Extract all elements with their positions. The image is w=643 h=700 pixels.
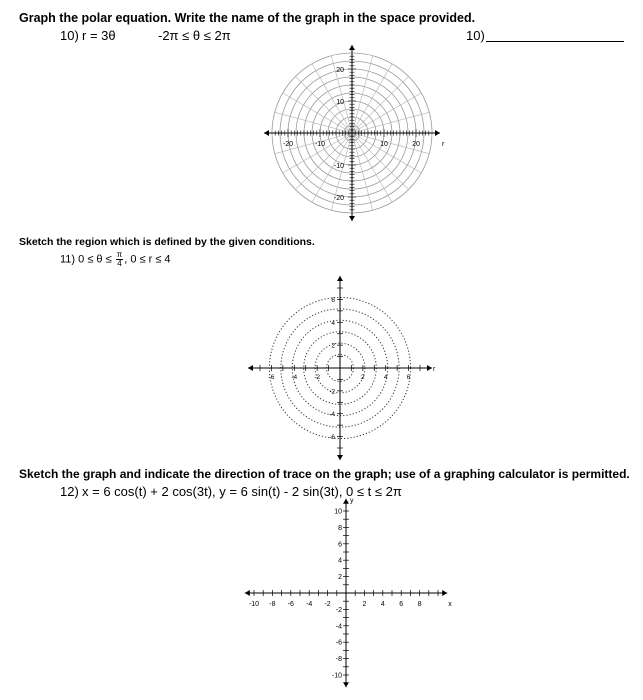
y-tick-label: 2 bbox=[338, 574, 342, 582]
x-tick-label: 2 bbox=[361, 374, 365, 381]
y-axis-label: y bbox=[350, 497, 354, 505]
x-tick-label: -2 bbox=[314, 374, 321, 381]
y-tick-label: -4 bbox=[329, 411, 335, 419]
q11-frac-num: π bbox=[116, 250, 123, 259]
y-tick-label: -6 bbox=[329, 434, 335, 442]
axis-variable-label: r bbox=[442, 141, 445, 148]
y-tick-label: 20 bbox=[336, 67, 344, 74]
q10-answer-label: 10) bbox=[466, 28, 485, 43]
x-tick-label: 2 bbox=[362, 601, 367, 608]
y-tick-label: -4 bbox=[335, 623, 342, 631]
q12-heading: Sketch the graph and indicate the direction of trace on the graph; use of a graphing calculator is permitted. bbox=[19, 467, 630, 481]
x-tick-label: -4 bbox=[291, 374, 298, 381]
q10-number: 10) bbox=[60, 28, 79, 43]
x-tick-label: 10 bbox=[380, 141, 388, 148]
q11-number: 11) bbox=[60, 253, 76, 266]
x-tick-label: -2 bbox=[324, 601, 331, 608]
q11-frac-den: 4 bbox=[117, 259, 122, 268]
x-tick-label: -10 bbox=[314, 141, 326, 148]
q12-equation: x = 6 cos(t) + 2 cos(3t), y = 6 sin(t) - 2 sin(3t), 0 ≤ t ≤ 2π bbox=[82, 484, 402, 499]
y-tick-label: -2 bbox=[329, 388, 335, 396]
x-tick-label: 4 bbox=[380, 601, 385, 608]
y-tick-label: 10 bbox=[336, 99, 344, 106]
q11-cond-start: 0 ≤ θ ≤ bbox=[78, 253, 112, 266]
q10-heading: Graph the polar equation. Write the name of the graph in the space provided. bbox=[19, 11, 476, 25]
q12-grid-group bbox=[245, 498, 452, 688]
x-tick-label: -6 bbox=[287, 601, 294, 608]
q10-equation: r = 3θ bbox=[82, 28, 116, 43]
y-tick-label: -10 bbox=[333, 163, 344, 170]
y-tick-label: 2 bbox=[331, 342, 335, 350]
q12-number: 12) bbox=[60, 484, 79, 499]
axis-variable-label: r bbox=[433, 366, 436, 373]
y-tick-label: 6 bbox=[331, 296, 335, 304]
x-tick-label: -8 bbox=[269, 601, 276, 608]
y-tick-label: -20 bbox=[333, 195, 344, 202]
x-tick-label: 6 bbox=[406, 374, 411, 381]
q10-domain: -2π ≤ θ ≤ 2π bbox=[158, 28, 231, 43]
y-tick-label: -2 bbox=[335, 606, 342, 614]
y-tick-label: 4 bbox=[331, 319, 335, 327]
q11-heading: Sketch the region which is defined by the given conditions. bbox=[19, 236, 315, 248]
y-tick-label: -8 bbox=[335, 656, 342, 664]
y-tick-label: 6 bbox=[338, 541, 342, 549]
x-tick-label: 20 bbox=[412, 141, 420, 148]
y-tick-label: -6 bbox=[335, 639, 342, 647]
y-tick-label: -10 bbox=[331, 672, 342, 680]
x-tick-label: -4 bbox=[306, 601, 313, 608]
x-axis-label: x bbox=[448, 601, 452, 608]
x-tick-label: 8 bbox=[417, 601, 422, 608]
x-tick-label: 4 bbox=[383, 374, 388, 381]
x-tick-label: 6 bbox=[399, 601, 404, 608]
x-tick-label: -6 bbox=[268, 374, 275, 381]
y-tick-label: 8 bbox=[338, 524, 342, 532]
q11-cond-end: , 0 ≤ r ≤ 4 bbox=[124, 253, 171, 266]
x-tick-label: -10 bbox=[248, 601, 260, 608]
x-tick-label: -20 bbox=[282, 141, 294, 148]
y-tick-label: 10 bbox=[334, 508, 342, 516]
y-tick-label: 4 bbox=[338, 557, 342, 565]
